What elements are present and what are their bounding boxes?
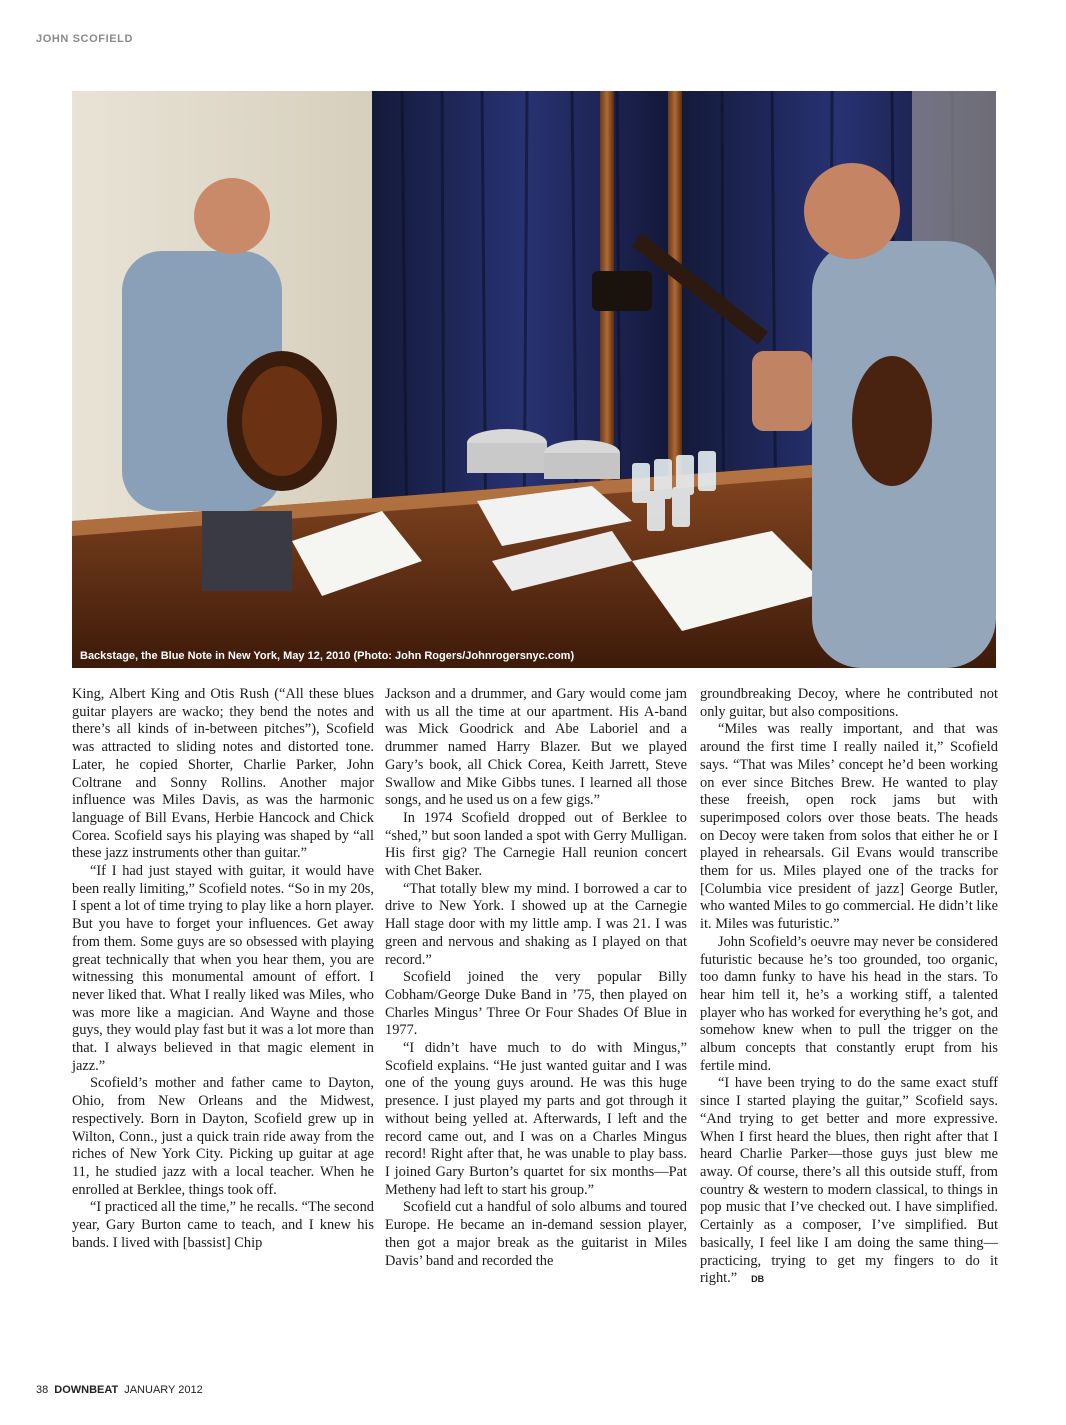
paragraph: Scofield’s mother and father came to Dayton, Ohio, from New Orleans and the Midwest, respectively. Born in Dayton, Scofield grew up in Wilton, Conn., just a quick train ride away from the riches of New York City. Picking up guitar at age 11, he studied jazz with a local teacher. When he enrolled at Berklee, things took off. [72,1075,374,1198]
paragraph: “That totally blew my mind. I borrowed a car to drive to New York. I showed up at the Carnegie Hall stage door with my little amp. I was 21. I was green and nervous and shaking as I played on that record.” [385,880,687,968]
paragraph: “I didn’t have much to do with Mingus,” Scofield explains. “He just wanted guitar and I was one of the young guys around. He was this huge presence. I just played my parts and got through it without being yelled at. Afterwards, I left and the record came out, and I was on a Charles Mingus record! Right after that, he was unable to play bass. I joined Gary Burton’s quartet for six months—Pat Metheny had left to start his group.” [385,1040,687,1198]
paragraph: Scofield joined the very popular Billy Cobham/George Duke Band in ’75, then played on Charles Mingus’ Three Or Four Shades Of Blue in 1977. [385,969,687,1039]
paragraph: John Scofield’s oeuvre may never be considered futuristic because he’s too grounded, too organic, too damn funky to have his head in the stars. To hear him tell it, he’s a working stiff, a talented player who has worked for everything he’s got, and somehow knew when to pull the trigger on the album concepts that constantly erupt from his fertile mind. [700,933,998,1074]
magazine-brand: DOWNBEAT [54,1384,119,1396]
paragraph: Scofield cut a handful of solo albums and toured Europe. He became an in-demand session player, then got a major break as the guitarist in Miles Davis’ band and recorded the [385,1199,687,1269]
paragraph: Jackson and a drummer, and Gary would come jam with us all the time at our apartment. His A-band was Mick Goodrick and Abe Laboriel and a drummer named Harry Blazer. But we played Gary’s book, all Chick Corea, Keith Jarrett, Steve Swallow and Mike Gibbs tunes. I learned all those songs, and he used us on a few gigs.” [385,686,687,809]
page-number: 38 [36,1384,49,1396]
paragraph: groundbreaking Decoy, where he contributed not only guitar, but also compositions. [700,686,998,720]
text-column-1 [72,686,374,1253]
paragraph: King, Albert King and Otis Rush (“All these blues guitar players are wacko; they bend the notes and there’s all kinds of in-between pitches”), Scofield was attracted to sliding notes and distorted tone. Later, he copied Shorter, Charlie Parker, John Coltrane and Sonny Rollins. Another major influence was Miles Davis, as was the harmonic language of Bill Evans, Herbie Hancock and Chick Corea. Scofield says his playing was shaped by “all these jazz instruments other than guitar.” [72,686,374,862]
running-head: JOHN SCOFIELD [36,33,134,45]
photo-caption: Backstage, the Blue Note in New York, May 12, 2010 (Photo: John Rogers/Johnrogersnyc.com) [80,650,575,662]
text-column-3 [700,686,998,1289]
backstage-photo [72,91,996,668]
text-column-2 [385,686,687,1270]
paragraph: In 1974 Scofield dropped out of Berklee to “shed,” but soon landed a spot with Gerry Mulligan. His first gig? The Carnegie Hall reunion concert with Chet Baker. [385,809,687,880]
page-footer [36,1384,203,1396]
paragraph: “I practiced all the time,” he recalls. “The second year, Gary Burton came to teach, and I knew his bands. I lived with [bassist] Chip [72,1199,374,1251]
paragraph [700,1075,998,1288]
end-mark: DB [751,1274,765,1285]
photo-illustration [72,91,996,668]
paragraph-text: “I have been trying to do the same exact stuff since I started playing the guitar,” Scofield says. “And trying to get better and more expressive. When I first heard the blues, then right after that I heard Charlie Parker—those guys just blew me away. Of course, there’s all this outside stuff, from country & western to modern classical, to things in pop music that I’ve checked out. I have simplified. Certainly as a composer, I’ve simplified. But basically, I feel like I am doing the same thing—practicing, trying to get my fingers to do it right.” [700,1075,998,1287]
paragraph: “If I had just stayed with guitar, it would have been really limiting,” Scofield notes. “So in my 20s, I spent a lot of time trying to play like a horn player. But you have to forget your influences. Get away from them. Some guys are so obsessed with playing great technically that when you hear them, you are witnessing this monumental amount of effort. I never liked that. What I really liked was Miles, who was more like a magician. And Wayne and those guys, they would play fast but it was a lot more than that. I always believed in that magic element in jazz.” [72,863,374,1074]
paragraph: “Miles was really important, and that was around the first time I really nailed it,” Scofield says. “That was Miles’ concept he’d been working on ever since Bitches Brew. He wanted to play these freeish, open rock jams but with superimposed colors over those beats. The heads on Decoy were taken from solos that either he or I played in rehearsals. Gil Evans would transcribe them for us. Miles played one of the tracks for [Columbia vice president of jazz] George Butler, who wanted Miles to go commercial. He didn’t like it. Miles was futuristic.” [700,721,998,933]
issue-date: JANUARY 2012 [124,1384,203,1396]
